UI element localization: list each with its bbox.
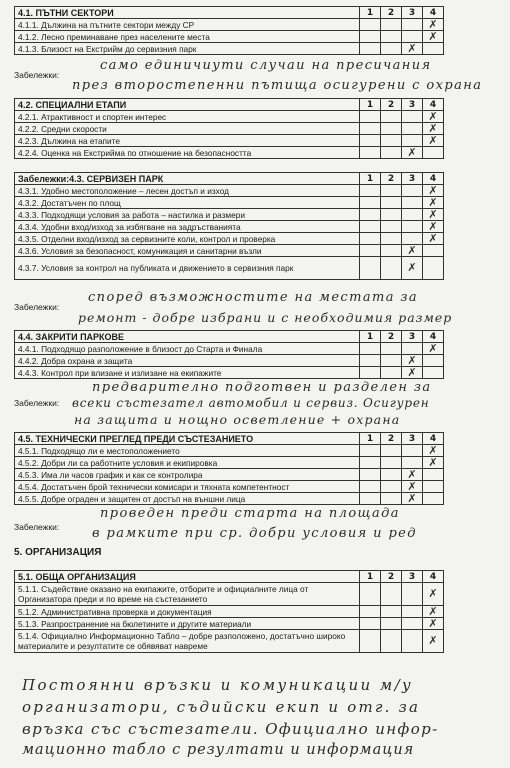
mark-cell[interactable] (360, 123, 381, 135)
mark-cell[interactable] (360, 221, 381, 233)
mark-cell[interactable] (381, 245, 402, 257)
table-row (15, 123, 444, 135)
handwritten-note: проведен преди старта на площада (100, 506, 400, 521)
table-row (15, 355, 444, 367)
row-label: 5.1.2. Административна проверка и документация (15, 606, 360, 618)
col-header: 1 (360, 331, 381, 343)
table-row (15, 209, 444, 221)
mark-cell[interactable] (381, 123, 402, 135)
mark-cell[interactable]: ✗ (402, 257, 423, 280)
mark-cell[interactable] (402, 583, 423, 606)
mark-cell[interactable]: ✗ (402, 469, 423, 481)
mark-cell[interactable]: ✗ (423, 583, 444, 606)
mark-cell[interactable]: ✗ (423, 197, 444, 209)
col-header: 4 (423, 7, 444, 19)
mark-cell[interactable] (360, 197, 381, 209)
mark-cell[interactable] (360, 31, 381, 43)
mark-cell[interactable] (381, 31, 402, 43)
handwritten-note: на защита и нощно осветление + охрана (74, 412, 401, 427)
mark-cell[interactable] (360, 606, 381, 618)
col-header: 1 (360, 99, 381, 111)
mark-cell[interactable]: ✗ (402, 481, 423, 493)
mark-cell[interactable] (402, 233, 423, 245)
mark-cell[interactable]: ✗ (402, 245, 423, 257)
row-label: 5.1.4. Официално Информационно Табло – добре разположено, достатъчно широко материалите и резултатите се обявяват навреме (15, 630, 360, 653)
mark-cell[interactable] (360, 19, 381, 31)
row-label: 4.5.3. Има ли часов график и как се контролира (15, 469, 360, 481)
mark-cell[interactable] (360, 618, 381, 630)
mark-cell[interactable] (381, 185, 402, 197)
mark-cell[interactable] (381, 111, 402, 123)
table-header (15, 7, 444, 19)
row-label: 4.3.7. Условия за контрол на публиката и движението в сервизния парк (15, 257, 360, 280)
mark-cell[interactable] (402, 445, 423, 457)
table-row (15, 147, 444, 159)
mark-cell[interactable] (360, 481, 381, 493)
mark-cell[interactable]: ✗ (402, 147, 423, 159)
mark-cell[interactable] (402, 343, 423, 355)
mark-cell[interactable] (360, 185, 381, 197)
section-5-1 (14, 570, 444, 653)
section-title: 5.1. ОБЩА ОРГАНИЗАЦИЯ (15, 571, 360, 583)
mark-cell[interactable] (381, 257, 402, 280)
table-row (15, 481, 444, 493)
mark-cell[interactable] (423, 147, 444, 159)
row-label: 4.3.4. Удобни вход/изход за избягване на задръстванията (15, 221, 360, 233)
table-header (15, 99, 444, 111)
handwritten-note: според възможностите на местата за (88, 290, 419, 305)
mark-cell[interactable]: ✗ (402, 493, 423, 505)
mark-cell[interactable] (423, 469, 444, 481)
section-5-heading: 5. ОРГАНИЗАЦИЯ (14, 547, 102, 558)
mark-cell[interactable] (381, 469, 402, 481)
handwritten-note: всеки състезател автомобил и сервиз. Осигурен (72, 396, 430, 410)
col-header: 2 (381, 173, 402, 185)
mark-cell[interactable] (381, 147, 402, 159)
table-row (15, 245, 444, 257)
col-header: 2 (381, 99, 402, 111)
row-label: 4.2.4. Оценка на Екстрийма по отношение на безопасността (15, 147, 360, 159)
table-row (15, 31, 444, 43)
mark-cell[interactable]: ✗ (423, 209, 444, 221)
row-label: 4.4.3. Контрол при влизане и излизане на екипажите (15, 367, 360, 379)
mark-cell[interactable]: ✗ (423, 135, 444, 147)
table-row (15, 19, 444, 31)
mark-cell[interactable] (381, 43, 402, 55)
row-label: 4.5.5. Добре ограден и защитен от достъп на външни лица (15, 493, 360, 505)
handwritten-note: през второстепенни пътища осигурени с охрана (72, 78, 483, 93)
mark-cell[interactable] (381, 583, 402, 606)
mark-cell[interactable] (381, 630, 402, 653)
mark-cell[interactable] (402, 457, 423, 469)
section-title: Забележки:4.3. СЕРВИЗЕН ПАРК (15, 173, 360, 185)
table-row (15, 197, 444, 209)
mark-cell[interactable] (402, 31, 423, 43)
handwritten-comment: мационно табло с резултати и информация (22, 742, 415, 758)
table-row (15, 257, 444, 280)
mark-cell[interactable] (381, 19, 402, 31)
row-label: 4.3.5. Отделни вход/изход за сервизните коли, контрол и проверка (15, 233, 360, 245)
mark-cell[interactable]: ✗ (402, 355, 423, 367)
mark-cell[interactable]: ✗ (423, 445, 444, 457)
mark-cell[interactable] (381, 135, 402, 147)
mark-cell[interactable]: ✗ (423, 185, 444, 197)
row-label: 4.5.4. Достатъчен брой технически комисари и тяхната компетентност (15, 481, 360, 493)
mark-cell[interactable] (402, 618, 423, 630)
row-label: 4.2.2. Средни скорости (15, 123, 360, 135)
mark-cell[interactable] (360, 245, 381, 257)
col-header: 1 (360, 433, 381, 445)
mark-cell[interactable]: ✗ (402, 367, 423, 379)
row-label: 4.3.2. Достатъчен по площ (15, 197, 360, 209)
mark-cell[interactable] (360, 493, 381, 505)
mark-cell[interactable] (360, 147, 381, 159)
mark-cell[interactable] (402, 630, 423, 653)
table-row (15, 135, 444, 147)
mark-cell[interactable] (381, 355, 402, 367)
row-label: 4.1.1. Дължина на пътните сектори между СР (15, 19, 360, 31)
col-header: 4 (423, 331, 444, 343)
col-header: 4 (423, 173, 444, 185)
section-4-2 (14, 98, 444, 159)
row-label: 4.1.2. Лесно преминаване през населените места (15, 31, 360, 43)
mark-cell[interactable]: ✗ (423, 111, 444, 123)
col-header: 2 (381, 571, 402, 583)
mark-cell[interactable]: ✗ (402, 43, 423, 55)
table-row (15, 367, 444, 379)
mark-cell[interactable] (360, 233, 381, 245)
mark-cell[interactable] (423, 257, 444, 280)
col-header: 2 (381, 7, 402, 19)
mark-cell[interactable] (360, 630, 381, 653)
mark-cell[interactable] (381, 233, 402, 245)
mark-cell[interactable] (423, 43, 444, 55)
row-label: 4.2.1. Атрактивност и спортен интерес (15, 111, 360, 123)
mark-cell[interactable] (423, 493, 444, 505)
col-header: 3 (402, 173, 423, 185)
mark-cell[interactable]: ✗ (423, 630, 444, 653)
mark-cell[interactable] (423, 245, 444, 257)
mark-cell[interactable] (381, 481, 402, 493)
mark-cell[interactable]: ✗ (423, 123, 444, 135)
row-label: 4.5.2. Добри ли са работните условия и екипировка (15, 457, 360, 469)
mark-cell[interactable]: ✗ (423, 19, 444, 31)
mark-cell[interactable] (360, 135, 381, 147)
mark-cell[interactable] (381, 445, 402, 457)
table-row (15, 493, 444, 505)
section-4-3-table (14, 172, 444, 280)
mark-cell[interactable] (381, 493, 402, 505)
mark-cell[interactable] (402, 209, 423, 221)
row-label: 5.1.1. Съдействие оказано на екипажите, отборите и официалните лица от Организатора преди и по време на състезанието (15, 583, 360, 606)
mark-cell[interactable]: ✗ (423, 221, 444, 233)
table-row (15, 469, 444, 481)
row-label: 4.2.3. Дължина на етапите (15, 135, 360, 147)
table-row (15, 445, 444, 457)
mark-cell[interactable] (360, 367, 381, 379)
col-header: 4 (423, 433, 444, 445)
notes-label: Забележки: (14, 302, 60, 312)
col-header: 1 (360, 173, 381, 185)
mark-cell[interactable]: ✗ (423, 606, 444, 618)
handwritten-note: ремонт - добре избрани и с необходимия размер (78, 310, 453, 325)
col-header: 2 (381, 433, 402, 445)
row-label: 5.1.3. Разпространение на бюлетините и другите материали (15, 618, 360, 630)
section-title: 4.4. ЗАКРИТИ ПАРКОВЕ (15, 331, 360, 343)
handwritten-note: само единичиути случаи на пресичания (100, 58, 432, 73)
col-header: 3 (402, 7, 423, 19)
section-4-1-table (14, 6, 444, 55)
mark-cell[interactable] (402, 19, 423, 31)
handwritten-comment: организатори, съдийски екип и отг. за (22, 698, 421, 716)
mark-cell[interactable] (360, 583, 381, 606)
handwritten-note: в рамките при ср. добри условия и ред (92, 526, 417, 541)
row-label: 4.3.3. Подходящи условия за работа – настилка и размери (15, 209, 360, 221)
mark-cell[interactable] (402, 221, 423, 233)
mark-cell[interactable] (402, 197, 423, 209)
section-4-3 (14, 172, 444, 280)
mark-cell[interactable] (423, 481, 444, 493)
handwritten-comment: Постоянни връзки и комуникации м/у (22, 676, 414, 694)
mark-cell[interactable] (360, 257, 381, 280)
table-header (15, 433, 444, 445)
col-header: 3 (402, 99, 423, 111)
notes-label: Забележки: (14, 398, 60, 408)
table-row (15, 185, 444, 197)
mark-cell[interactable] (402, 135, 423, 147)
mark-cell[interactable] (360, 457, 381, 469)
table-row (15, 606, 444, 618)
mark-cell[interactable] (360, 355, 381, 367)
table-row (15, 630, 444, 653)
mark-cell[interactable] (381, 221, 402, 233)
mark-cell[interactable]: ✗ (423, 31, 444, 43)
mark-cell[interactable] (360, 209, 381, 221)
mark-cell[interactable] (381, 618, 402, 630)
section-4-5 (14, 432, 444, 505)
row-label: 4.3.6. Условия за безопасност, комуникация и санитарни възли (15, 245, 360, 257)
mark-cell[interactable]: ✗ (423, 233, 444, 245)
table-header (15, 173, 444, 185)
mark-cell[interactable] (402, 111, 423, 123)
mark-cell[interactable] (381, 343, 402, 355)
table-row (15, 618, 444, 630)
section-title: 4.5. ТЕХНИЧЕСКИ ПРЕГЛЕД ПРЕДИ СЪСТЕЗАНИЕТО (15, 433, 360, 445)
section-5-1-table (14, 570, 444, 653)
col-header: 3 (402, 331, 423, 343)
table-row (15, 583, 444, 606)
mark-cell[interactable] (360, 111, 381, 123)
mark-cell[interactable] (381, 367, 402, 379)
table-row (15, 233, 444, 245)
mark-cell[interactable] (360, 43, 381, 55)
table-row (15, 457, 444, 469)
notes-label: Забележки: (14, 522, 60, 532)
table-header (15, 331, 444, 343)
row-label: 4.4.2. Добра охрана и защита (15, 355, 360, 367)
mark-cell[interactable] (402, 606, 423, 618)
col-header: 1 (360, 571, 381, 583)
col-header: 1 (360, 7, 381, 19)
section-title: 4.2. СПЕЦИАЛНИ ЕТАПИ (15, 99, 360, 111)
handwritten-comment: връзка със състезатели. Официално инфор- (22, 720, 439, 738)
col-header: 4 (423, 571, 444, 583)
mark-cell[interactable] (423, 367, 444, 379)
mark-cell[interactable] (402, 185, 423, 197)
handwritten-note: предварително подготвен и разделен за (92, 380, 432, 395)
mark-cell[interactable]: ✗ (423, 343, 444, 355)
table-row (15, 111, 444, 123)
mark-cell[interactable]: ✗ (423, 618, 444, 630)
row-label: 4.5.1. Подходящо ли е местоположението (15, 445, 360, 457)
section-4-4-table (14, 330, 444, 379)
mark-cell[interactable] (381, 457, 402, 469)
mark-cell[interactable] (360, 343, 381, 355)
row-label: 4.1.3. Близост на Екстрийм до сервизния парк (15, 43, 360, 55)
row-label: 4.3.1. Удобно местоположение – лесен достъп и изход (15, 185, 360, 197)
section-title: 4.1. ПЪТНИ СЕКТОРИ (15, 7, 360, 19)
section-4-5-table (14, 432, 444, 505)
mark-cell[interactable] (360, 445, 381, 457)
mark-cell[interactable] (402, 123, 423, 135)
section-4-1 (14, 6, 444, 55)
table-row (15, 221, 444, 233)
table-row (15, 43, 444, 55)
mark-cell[interactable] (381, 197, 402, 209)
section-4-2-table (14, 98, 444, 159)
mark-cell[interactable] (360, 469, 381, 481)
notes-label: Забележки: (14, 70, 60, 80)
col-header: 3 (402, 571, 423, 583)
table-row (15, 343, 444, 355)
table-header (15, 571, 444, 583)
row-label: 4.4.1. Подходящо разположение в близост до Старта и Финала (15, 343, 360, 355)
col-header: 3 (402, 433, 423, 445)
col-header: 4 (423, 99, 444, 111)
col-header: 2 (381, 331, 402, 343)
mark-cell[interactable] (381, 209, 402, 221)
mark-cell[interactable]: ✗ (423, 457, 444, 469)
section-4-4 (14, 330, 444, 379)
mark-cell[interactable] (381, 606, 402, 618)
mark-cell[interactable] (423, 355, 444, 367)
